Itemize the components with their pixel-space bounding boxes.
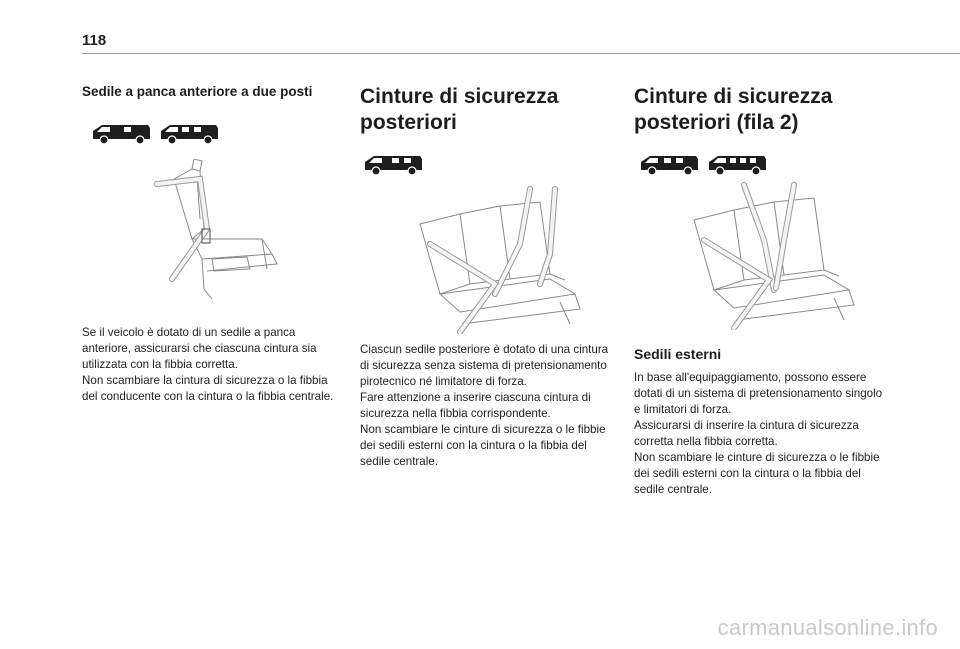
title-line: posteriori (fila 2): [634, 111, 799, 134]
van-icon: [706, 154, 768, 176]
text-line: In base all'equipaggiamento, possono essere: [634, 371, 867, 384]
middle-column: [360, 84, 616, 470]
seat-belt-illustration: [400, 184, 610, 334]
text-line: Non scambiare le cinture di sicurezza o le fibbie: [634, 451, 880, 464]
seat-belt-illustration: [684, 180, 884, 330]
text-line: Ciascun sedile posteriore è dotato di una cintura: [360, 343, 609, 356]
front-bench-heading: Sedile a panca anteriore a due posti: [82, 84, 313, 99]
vehicle-variant-icons: [362, 154, 616, 176]
van-icon: [362, 154, 424, 176]
right-column: [634, 84, 894, 498]
watermark: carmanualsonline.info: [717, 615, 938, 640]
seat-belt-illustration: [152, 159, 302, 309]
text-line: dei sedili esterni con la cintura o la fibbia del: [634, 467, 861, 480]
vehicle-variant-icons: [90, 123, 344, 145]
text-line: corretta nella fibbia corretta.: [634, 435, 778, 448]
text-line: e limitatori di forza.: [634, 403, 732, 416]
right-body-text: [634, 370, 894, 498]
text-line: sedile centrale.: [360, 455, 438, 468]
text-line: sedile centrale.: [634, 483, 712, 496]
header-divider: [82, 53, 960, 54]
text-line: sicurezza nella fibbia corrispondente.: [360, 407, 551, 420]
van-icon: [90, 123, 152, 145]
title-line: posteriori: [360, 111, 457, 134]
section-title: [360, 84, 616, 136]
text-line: dei sedili esterni con la cintura o la fibbia del: [360, 439, 587, 452]
left-column: [82, 84, 344, 405]
title-line: Cinture di sicurezza: [634, 85, 833, 108]
text-line: Non scambiare la cintura di sicurezza o la fibbia: [82, 374, 328, 387]
vehicle-variant-icons: [638, 154, 894, 176]
page-number: 118: [82, 32, 107, 49]
text-line: del conducente con la cintura o la fibbia centrale.: [82, 390, 334, 403]
text-line: pirotecnico né limitatore di forza.: [360, 375, 527, 388]
left-body-text: [82, 325, 344, 405]
title-line: Cinture di sicurezza: [360, 85, 559, 108]
text-line: anteriore, assicurarsi che ciascuna cintura sia: [82, 342, 317, 355]
text-line: utilizzata con la fibbia corretta.: [82, 358, 238, 371]
text-line: Assicurarsi di inserire la cintura di sicurezza: [634, 419, 859, 432]
text-line: Fare attenzione a inserire ciascuna cintura di: [360, 391, 591, 404]
section-title: [634, 84, 894, 136]
van-icon: [158, 123, 220, 145]
outer-seats-subheading: Sedili esterni: [634, 346, 722, 362]
middle-body-text: [360, 342, 616, 470]
text-line: Se il veicolo è dotato di un sedile a panca: [82, 326, 296, 339]
van-icon: [638, 154, 700, 176]
text-line: di sicurezza senza sistema di pretensionamento: [360, 359, 607, 372]
text-line: Non scambiare le cinture di sicurezza o le fibbie: [360, 423, 606, 436]
text-line: dotati di un sistema di pretensionamento singolo: [634, 387, 883, 400]
